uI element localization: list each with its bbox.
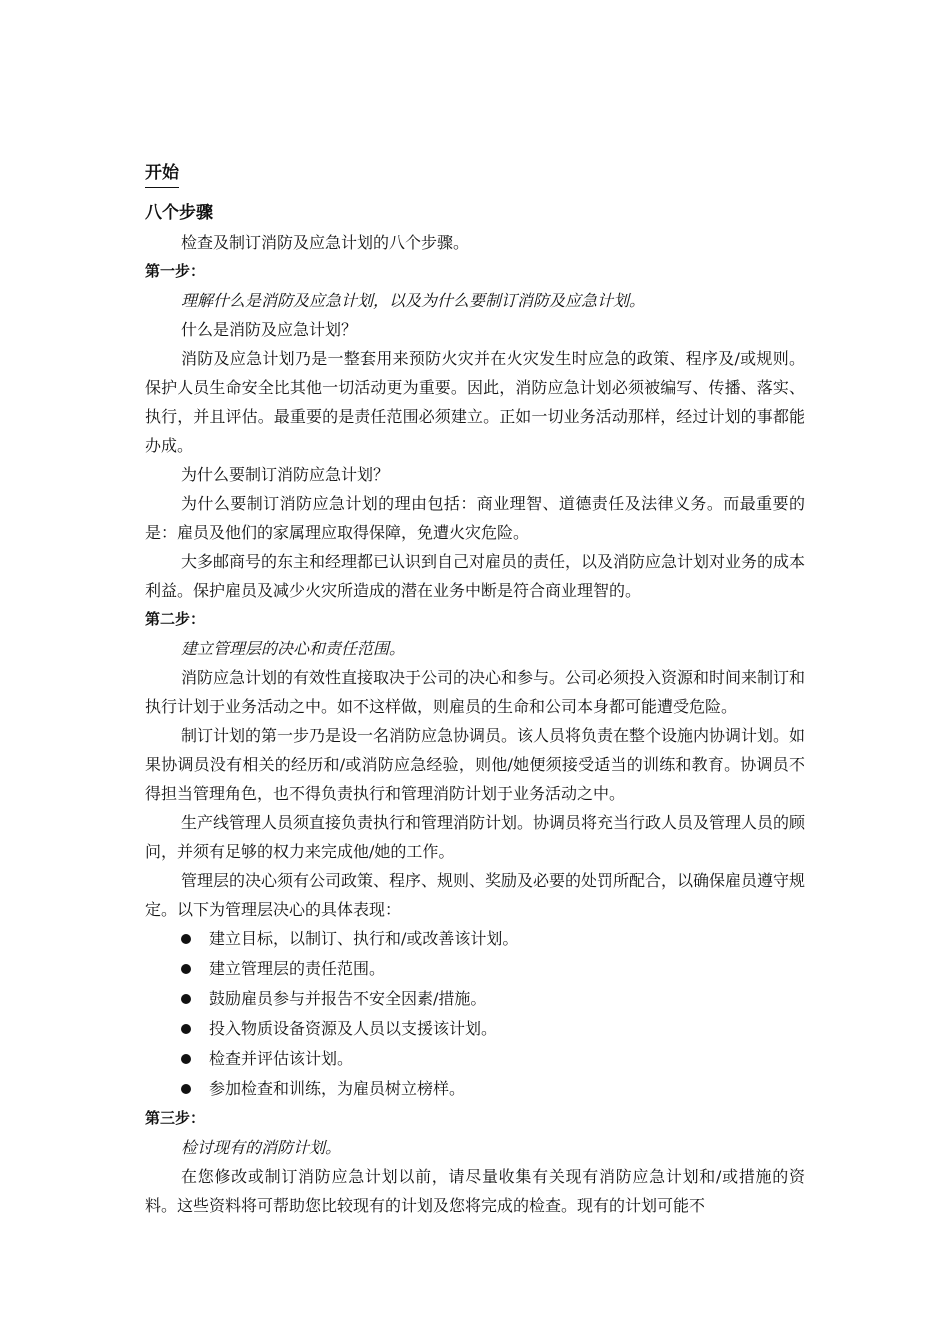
bullet-text: 建立目标，以制订、执行和/或改善该计划。 <box>209 929 519 948</box>
step1-question-2: 为什么要制订消防应急计划？ <box>181 465 390 484</box>
step1-subtitle: 理解什么是消防及应急计划，以及为什么要制订消防及应急计划。 <box>181 291 646 310</box>
bullet-item <box>181 954 805 984</box>
document-body <box>145 158 805 1220</box>
step2-paragraph-2: 制订计划的第一步乃是设一名消防应急协调员。该人员将负责在整个设施内协调计划。如果协调员没有相关的经历和/或消防应急经验，则他/她便须接受适当的训练和教育。协调员不得担当管理角色，也不得负责执行和管理消防计划于业务活动之中。 <box>145 726 806 803</box>
step1-heading: 第一步： <box>145 262 206 280</box>
step2-paragraph-4: 管理层的决心须有公司政策、程序、规则、奖励及必要的处罚所配合，以确保雇员遵守规定。以下为管理层决心的具体表现： <box>145 871 806 919</box>
section-heading: 八个步骤 <box>145 203 213 223</box>
bullet-item <box>181 1074 805 1104</box>
step1-question-1: 什么是消防及应急计划？ <box>181 320 358 339</box>
step3-paragraph-1: 在您修改或制订消防应急计划以前，请尽量收集有关现有消防应急计划和/或措施的资料。这些资料将可帮助您比较现有的计划及您将完成的检查。现有的计划可能不 <box>145 1167 805 1215</box>
step3-subtitle: 检讨现有的消防计划。 <box>181 1138 342 1157</box>
bullet-text: 投入物质设备资源及人员以支援该计划。 <box>209 1019 498 1038</box>
bullet-dot-icon <box>181 1054 191 1064</box>
bullet-text: 鼓励雇员参与并报告不安全因素/措施。 <box>209 989 487 1008</box>
bullet-text: 建立管理层的责任范围。 <box>209 959 386 978</box>
bullet-dot-icon <box>181 934 191 944</box>
step2-subtitle: 建立管理层的决心和责任范围。 <box>181 639 406 658</box>
bullet-dot-icon <box>181 994 191 1004</box>
step1-paragraph-1: 消防及应急计划乃是一整套用来预防火灾并在火灾发生时应急的政策、程序及/或规则。保护人员生命安全比其他一切活动更为重要。因此，消防应急计划必须被编写、传播、落实、执行，并且评估。最重要的是责任范围必须建立。正如一切业务活动那样，经过计划的事都能办成。 <box>145 349 805 455</box>
step2-paragraph-3: 生产线管理人员须直接负责执行和管理消防计划。协调员将充当行政人员及管理人员的顾问，并须有足够的权力来完成他/她的工作。 <box>145 813 806 861</box>
bullet-item <box>181 984 805 1014</box>
bullet-dot-icon <box>181 1084 191 1094</box>
commitment-bullet-list <box>145 924 805 1104</box>
step3-heading: 第三步： <box>145 1109 206 1127</box>
intro-paragraph: 检查及制订消防及应急计划的八个步骤。 <box>181 233 470 252</box>
step2-paragraph-1: 消防应急计划的有效性直接取决于公司的决心和参与。公司必须投入资源和时间来制订和执行计划于业务活动之中。如不这样做，则雇员的生命和公司本身都可能遭受危险。 <box>145 668 806 716</box>
bullet-dot-icon <box>181 964 191 974</box>
bullet-text: 检查并评估该计划。 <box>209 1049 354 1068</box>
step1-paragraph-3: 大多邮商号的东主和经理都已认识到自己对雇员的责任，以及消防应急计划对业务的成本利益。保护雇员及减少火灾所造成的潜在业务中断是符合商业理智的。 <box>145 552 806 600</box>
bullet-item <box>181 1014 805 1044</box>
step1-paragraph-2: 为什么要制订消防应急计划的理由包括：商业理智、道德责任及法律义务。而最重要的是：雇员及他们的家属理应取得保障，免遭火灾危险。 <box>145 494 805 542</box>
step2-heading: 第二步： <box>145 610 206 628</box>
bullet-item <box>181 924 805 954</box>
bullet-dot-icon <box>181 1024 191 1034</box>
bullet-item <box>181 1044 805 1074</box>
document-title: 开始 <box>145 161 179 188</box>
bullet-text: 参加检查和训练，为雇员树立榜样。 <box>209 1079 466 1098</box>
